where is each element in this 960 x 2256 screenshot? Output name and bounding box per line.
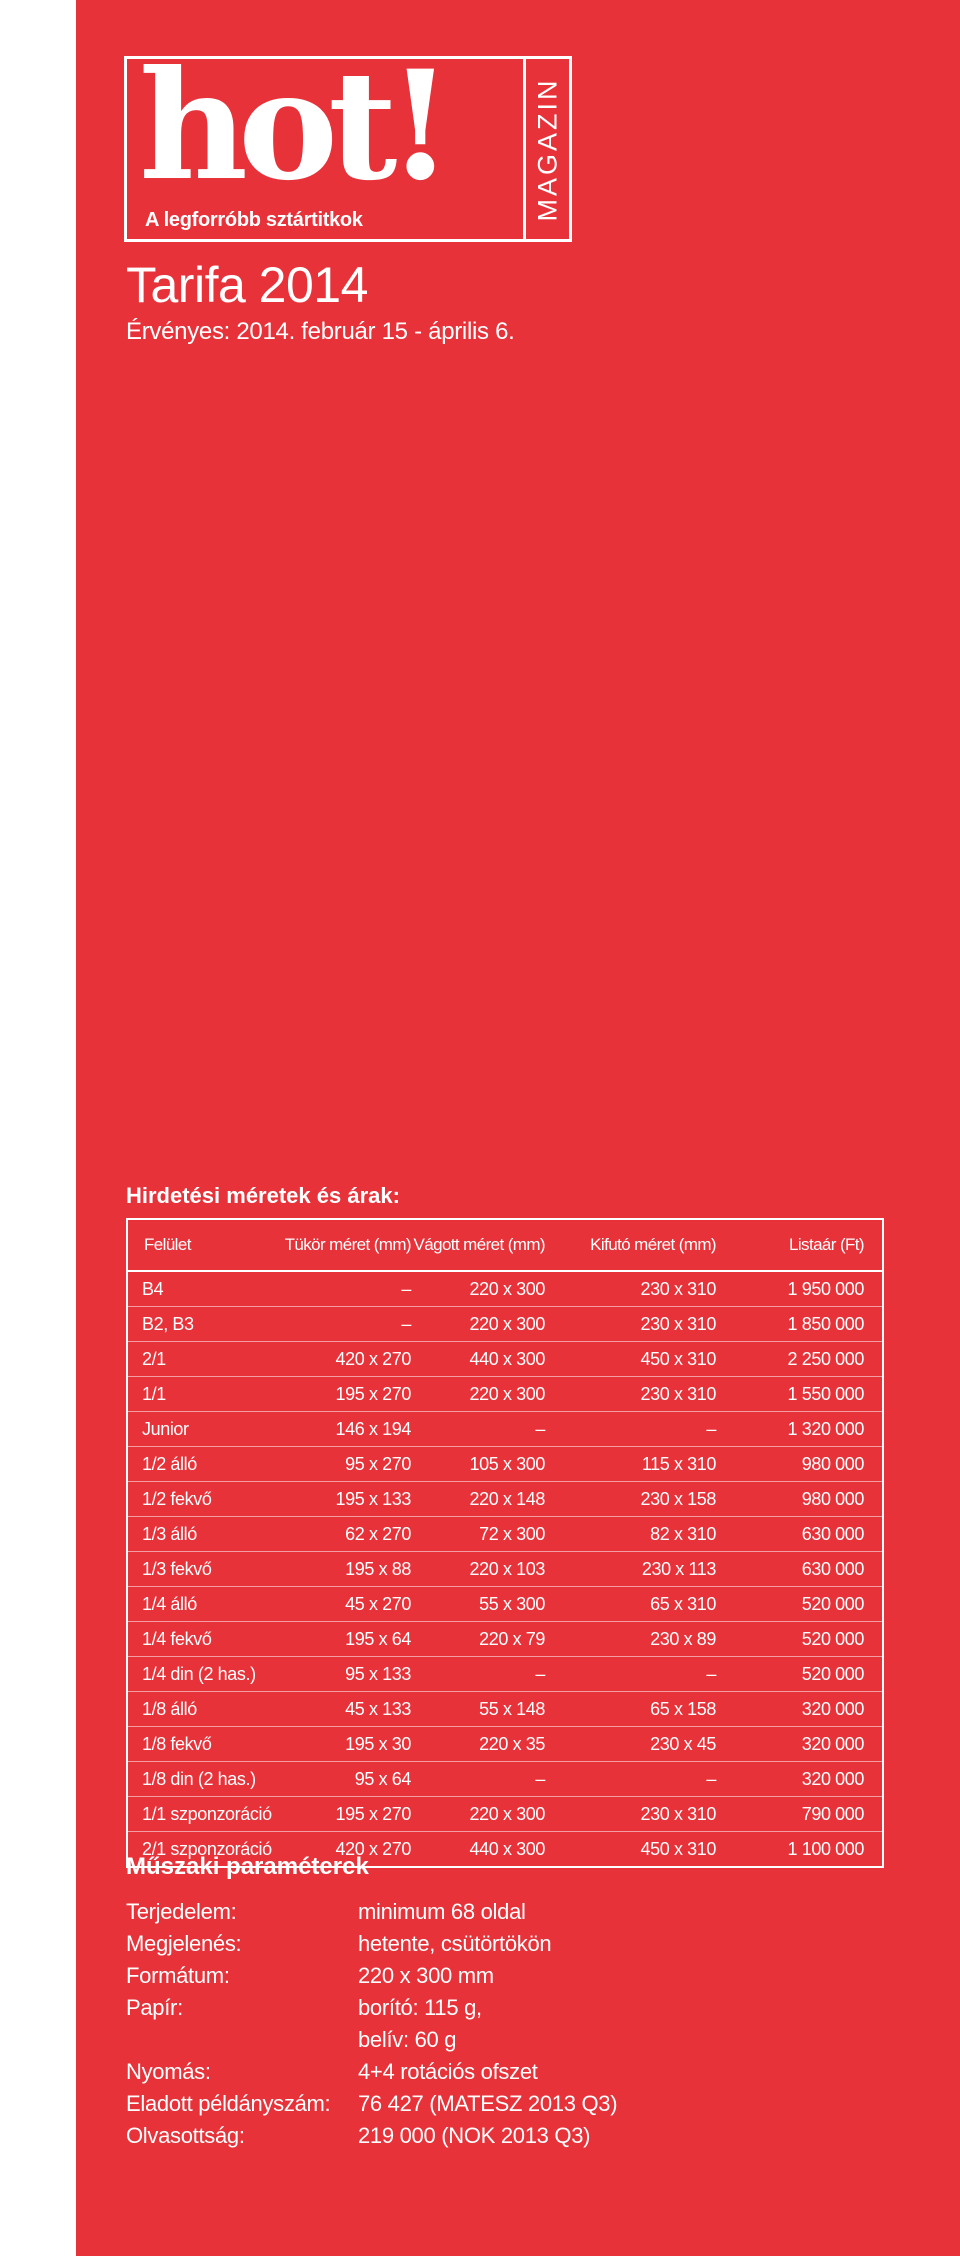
cell-list-price: 320 000: [801, 1768, 864, 1789]
cell-bleed-size: 450 x 310: [640, 1348, 716, 1369]
cell-surface: B2, B3: [142, 1313, 194, 1334]
header-bleed-size: Kifutó méret (mm): [590, 1235, 716, 1254]
table-row: [128, 1692, 882, 1727]
tech-label: Formátum:: [126, 1963, 230, 1988]
logo-wordmark: hot!: [139, 38, 444, 214]
tech-value: belív: 60 g: [358, 2027, 457, 2052]
cell-list-price: 320 000: [801, 1733, 864, 1754]
cell-mirror-size: 45 x 133: [345, 1698, 411, 1719]
cell-surface: 2/1 szponzoráció: [142, 1838, 272, 1859]
cell-bleed-size: 230 x 158: [640, 1488, 716, 1509]
cell-list-price: 1 550 000: [787, 1383, 864, 1404]
table-row: [128, 1307, 882, 1342]
cell-cut-size: 220 x 300: [469, 1278, 545, 1299]
table-row: [128, 1797, 882, 1832]
cell-surface: 1/8 álló: [142, 1698, 197, 1719]
validity-period: Érvényes: 2014. február 15 - április 6.: [126, 318, 515, 345]
tech-row: [126, 2120, 886, 2152]
cell-surface: 1/2 fekvő: [142, 1488, 212, 1509]
table-row: [128, 1447, 882, 1482]
cell-cut-size: 72 x 300: [479, 1523, 545, 1544]
cell-surface: 1/8 din (2 has.): [142, 1768, 256, 1789]
cell-list-price: 320 000: [801, 1698, 864, 1719]
cell-list-price: 1 850 000: [787, 1313, 864, 1334]
cell-list-price: 980 000: [801, 1453, 864, 1474]
cell-mirror-size: 195 x 270: [335, 1383, 411, 1404]
cell-mirror-size: 195 x 30: [345, 1733, 411, 1754]
cell-mirror-size: 420 x 270: [335, 1348, 411, 1369]
cell-cut-size: 220 x 103: [469, 1558, 545, 1579]
cell-mirror-size: –: [401, 1278, 411, 1299]
table-header-row: [128, 1220, 882, 1272]
rate-table: [126, 1218, 884, 1868]
cell-bleed-size: 65 x 158: [650, 1698, 716, 1719]
table-row: [128, 1622, 882, 1657]
rate-card-panel: [76, 0, 960, 2256]
cell-bleed-size: 230 x 45: [650, 1733, 716, 1754]
table-row: [128, 1517, 882, 1552]
ads-section-title: Hirdetési méretek és árak:: [126, 1183, 400, 1208]
cell-list-price: 520 000: [801, 1663, 864, 1684]
cell-cut-size: 220 x 148: [469, 1488, 545, 1509]
cell-bleed-size: 230 x 113: [641, 1558, 716, 1579]
header-mirror-size: Tükör méret (mm): [284, 1235, 411, 1254]
cell-surface: Junior: [142, 1418, 189, 1439]
cell-list-price: 520 000: [801, 1593, 864, 1614]
table-row: [128, 1412, 882, 1447]
table-body: [128, 1272, 882, 1866]
cell-cut-size: 220 x 300: [469, 1803, 545, 1824]
cell-list-price: 1 950 000: [787, 1278, 864, 1299]
cell-bleed-size: 115 x 310: [641, 1453, 716, 1474]
cell-mirror-size: 95 x 133: [345, 1663, 411, 1684]
tech-label: Terjedelem:: [126, 1899, 237, 1924]
cell-bleed-size: 230 x 89: [650, 1628, 716, 1649]
cell-list-price: 630 000: [801, 1558, 864, 1579]
cell-list-price: 1 100 000: [787, 1838, 864, 1859]
tech-row: [126, 1960, 886, 1992]
tech-row: [126, 2056, 886, 2088]
tech-value: 220 x 300 mm: [358, 1963, 494, 1988]
cell-surface: 1/2 álló: [142, 1453, 197, 1474]
cell-cut-size: 220 x 35: [479, 1733, 545, 1754]
cell-list-price: 630 000: [801, 1523, 864, 1544]
cell-cut-size: 440 x 300: [469, 1348, 545, 1369]
tech-label: Eladott példányszám:: [126, 2091, 331, 2116]
cell-list-price: 2 250 000: [787, 1348, 864, 1369]
tech-row: [126, 1928, 886, 1960]
tech-label: Nyomás:: [126, 2059, 211, 2084]
cell-list-price: 790 000: [801, 1803, 864, 1824]
cell-mirror-size: 95 x 64: [354, 1768, 411, 1789]
table-row: [128, 1552, 882, 1587]
table-row: [128, 1762, 882, 1797]
hot-magazin-logo: [124, 38, 572, 242]
cell-surface: 1/4 fekvő: [142, 1628, 212, 1649]
cell-bleed-size: –: [706, 1418, 716, 1439]
cell-surface: 1/8 fekvő: [142, 1733, 212, 1754]
tech-parameters-list: [126, 1896, 886, 2152]
cell-list-price: 1 320 000: [787, 1418, 864, 1439]
cell-mirror-size: 420 x 270: [335, 1838, 411, 1859]
header-surface: Felület: [144, 1235, 191, 1254]
cell-list-price: 980 000: [801, 1488, 864, 1509]
cell-bleed-size: –: [706, 1663, 716, 1684]
cell-cut-size: 55 x 300: [479, 1593, 545, 1614]
logo-side-label: MAGAZIN: [532, 76, 563, 222]
cell-surface: 1/1: [142, 1383, 166, 1404]
cell-surface: 1/4 álló: [142, 1593, 197, 1614]
cell-surface: 1/3 fekvő: [142, 1558, 212, 1579]
cell-cut-size: –: [535, 1418, 545, 1439]
tech-value: 4+4 rotációs ofszet: [358, 2059, 538, 2084]
table-row: [128, 1272, 882, 1307]
cell-surface: 1/4 din (2 has.): [142, 1663, 256, 1684]
logo-tagline: A legforróbb sztártitkok: [145, 209, 363, 231]
table-row: [128, 1587, 882, 1622]
cell-cut-size: 55 x 148: [479, 1698, 545, 1719]
cell-bleed-size: 65 x 310: [650, 1593, 716, 1614]
tech-value: borító: 115 g,: [358, 1995, 482, 2020]
cell-bleed-size: 230 x 310: [640, 1278, 716, 1299]
cell-bleed-size: 450 x 310: [640, 1838, 716, 1859]
cell-cut-size: 220 x 300: [469, 1313, 545, 1334]
tech-row: [126, 2088, 886, 2120]
table-row: [128, 1377, 882, 1412]
tech-value: 76 427 (MATESZ 2013 Q3): [358, 2091, 618, 2116]
cell-mirror-size: 195 x 88: [345, 1558, 411, 1579]
tech-label: Olvasottság:: [126, 2123, 245, 2148]
tech-value: hetente, csütörtökön: [358, 1931, 552, 1956]
tech-value: 219 000 (NOK 2013 Q3): [358, 2123, 591, 2148]
cell-cut-size: 440 x 300: [469, 1838, 545, 1859]
header-list-price: Listaár (Ft): [789, 1235, 864, 1254]
logo-side-label-box: [526, 59, 569, 239]
cell-mirror-size: 195 x 270: [335, 1803, 411, 1824]
cell-mirror-size: 95 x 270: [345, 1453, 411, 1474]
cell-cut-size: –: [535, 1768, 545, 1789]
table-row: [128, 1482, 882, 1517]
page-title: Tarifa 2014: [126, 257, 368, 313]
cell-bleed-size: –: [706, 1768, 716, 1789]
tech-row: [126, 2024, 886, 2056]
cell-mirror-size: 195 x 133: [335, 1488, 411, 1509]
tech-row: [126, 1992, 886, 2024]
tech-row: [126, 1896, 886, 1928]
tech-section-title: Műszaki paraméterek: [126, 1853, 369, 1880]
cell-cut-size: –: [535, 1663, 545, 1684]
table-row: [128, 1727, 882, 1762]
cell-surface: 1/1 szponzoráció: [142, 1803, 272, 1824]
cell-mirror-size: –: [401, 1313, 411, 1334]
table-row: [128, 1342, 882, 1377]
cell-bleed-size: 230 x 310: [640, 1383, 716, 1404]
cell-cut-size: 220 x 300: [469, 1383, 545, 1404]
cell-bleed-size: 82 x 310: [650, 1523, 716, 1544]
cell-mirror-size: 62 x 270: [345, 1523, 411, 1544]
cell-mirror-size: 195 x 64: [345, 1628, 411, 1649]
tech-label: Papír:: [126, 1995, 183, 2020]
cell-surface: 2/1: [142, 1348, 166, 1369]
cell-bleed-size: 230 x 310: [640, 1313, 716, 1334]
tech-value: minimum 68 oldal: [358, 1899, 526, 1924]
table-row: [128, 1657, 882, 1692]
cell-mirror-size: 45 x 270: [345, 1593, 411, 1614]
header-cut-size: Vágott méret (mm): [413, 1235, 545, 1254]
cell-surface: 1/3 álló: [142, 1523, 197, 1544]
cell-cut-size: 105 x 300: [469, 1453, 545, 1474]
cell-list-price: 520 000: [801, 1628, 864, 1649]
tech-label: Megjelenés:: [126, 1931, 242, 1956]
cell-cut-size: 220 x 79: [479, 1628, 545, 1649]
cell-bleed-size: 230 x 310: [640, 1803, 716, 1824]
cell-mirror-size: 146 x 194: [335, 1418, 411, 1439]
cell-surface: B4: [142, 1278, 164, 1299]
